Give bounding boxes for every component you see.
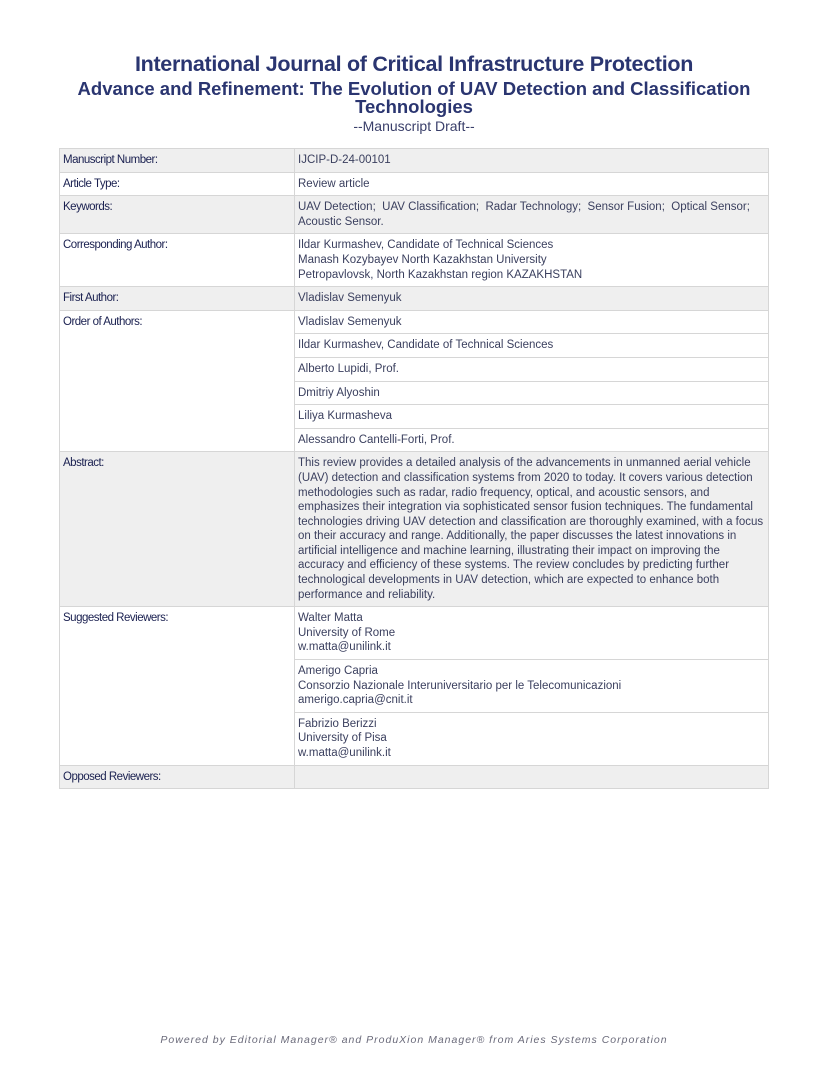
reviewer-name: Fabrizio Berizzi <box>298 717 377 730</box>
first-author-label: First Author: <box>60 287 295 311</box>
abstract-text: This review provides a detailed analysis of the advancements in unmanned aerial vehicle (UAV) detection and classification systems from 2020 to today. It covers various detection methodologies such as radar, radio frequency, optical, and acoustic sensors, and emphasizes their integration via sophisticated sensor fusion techniques. The fundamental technologies driving UAV detection and classification are thoroughly examined, with a focus on their accuracy and range. Additionally, the paper discusses the latest innovations in artificial intelligence and machine learning, illustrating their impact on improving the accuracy and efficiency of these systems. The review concludes by predicting further technological developments in UAV detection, which are expected to enhance both performance and reliability. <box>295 452 769 607</box>
author-item: Ildar Kurmashev, Candidate of Technical Sciences <box>295 334 769 358</box>
first-author-value: Vladislav Semenyuk <box>295 287 769 311</box>
article-type-label: Article Type: <box>60 172 295 196</box>
reviewer-email: w.matta@unilink.it <box>298 747 391 759</box>
row-abstract <box>60 452 769 607</box>
manuscript-details-table <box>59 148 769 789</box>
reviewer-item <box>295 660 769 713</box>
row-manuscript-number <box>60 149 769 173</box>
reviewer-name: Amerigo Capria <box>298 665 378 678</box>
order-of-authors-label: Order of Authors: <box>60 310 295 452</box>
row-order-of-authors <box>60 310 769 334</box>
reviewer-affiliation: University of Rome <box>298 626 396 639</box>
manuscript-number-value: IJCIP-D-24-00101 <box>295 149 769 173</box>
row-opposed-reviewers <box>60 765 769 789</box>
keywords-label: Keywords: <box>60 196 295 234</box>
row-first-author <box>60 287 769 311</box>
reviewer-affiliation: Consorzio Nazionale Interuniversitario per le Telecomunicazioni <box>298 679 622 692</box>
manuscript-number-label: Manuscript Number: <box>60 149 295 173</box>
powered-by-footer: Powered by Editorial Manager® and ProduXion Manager® from Aries Systems Corporation <box>160 1034 668 1046</box>
corresponding-author-institution: Manash Kozybayev North Kazakhstan University <box>298 253 547 266</box>
author-item: Vladislav Semenyuk <box>295 310 769 334</box>
corresponding-author-location: Petropavlovsk, North Kazakhstan region KAZAKHSTAN <box>298 268 583 281</box>
manuscript-title: Advance and Refinement: The Evolution of UAV Detection and Classification Technologies <box>77 78 751 117</box>
reviewer-email: w.matta@unilink.it <box>298 641 391 654</box>
author-item: Alessandro Cantelli-Forti, Prof. <box>295 428 769 452</box>
reviewer-item <box>295 607 769 660</box>
opposed-reviewers-label: Opposed Reviewers: <box>60 765 295 789</box>
author-item: Dmitriy Alyoshin <box>295 381 769 405</box>
corresponding-author-value <box>295 234 769 287</box>
row-article-type <box>60 172 769 196</box>
abstract-label: Abstract: <box>60 452 295 607</box>
reviewer-item <box>295 712 769 765</box>
author-item: Liliya Kurmasheva <box>295 405 769 429</box>
row-corresponding-author <box>60 234 769 287</box>
article-type-value: Review article <box>295 172 769 196</box>
row-suggested-reviewers <box>60 607 769 660</box>
corresponding-author-name: Ildar Kurmashev, Candidate of Technical Sciences <box>298 239 554 252</box>
row-keywords <box>60 196 769 234</box>
opposed-reviewers-value <box>295 765 769 789</box>
keywords-value: UAV Detection; UAV Classification; Radar Technology; Sensor Fusion; Optical Sensor; Acoustic Sensor. <box>295 196 769 234</box>
journal-title: International Journal of Critical Infrastructure Protection <box>134 52 694 76</box>
reviewer-name: Walter Matta <box>298 612 363 625</box>
manuscript-status: --Manuscript Draft-- <box>353 118 475 134</box>
author-item: Alberto Lupidi, Prof. <box>295 357 769 381</box>
reviewer-email: amerigo.capria@cnit.it <box>298 694 413 707</box>
suggested-reviewers-label: Suggested Reviewers: <box>60 607 295 765</box>
reviewer-affiliation: University of Pisa <box>298 732 387 745</box>
corresponding-author-label: Corresponding Author: <box>60 234 295 287</box>
